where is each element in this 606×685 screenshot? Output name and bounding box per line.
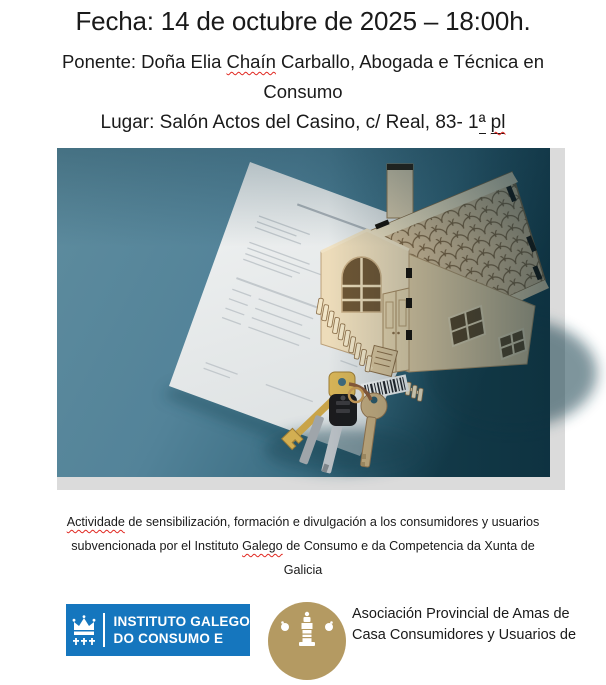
asociacion-text [352, 604, 576, 646]
logo-divider [103, 613, 105, 647]
asociacion-line-1: Asociación Provincial de Amas de [352, 606, 570, 622]
note-text-pre: subvencionada por el Instituto [71, 539, 243, 553]
speaker-line [0, 51, 606, 73]
instituto-logo-line-2: DO CONSUMO E [113, 631, 224, 646]
footer-logos [0, 604, 606, 664]
speaker-line-2: Consumo [263, 81, 343, 102]
funding-note-line-3: Galicia [283, 563, 323, 577]
venue-line [0, 112, 606, 134]
funding-note-line-2 [0, 539, 606, 553]
venue-text-pre: Lugar: Salón Actos del Casino, c/ Real, 83- 1 [100, 112, 479, 133]
venue-abbrev-misspelled: pl [490, 112, 506, 133]
speaker-name-misspelled: Chaín [226, 51, 276, 72]
note-word-misspelled: Actividade [66, 515, 125, 529]
instituto-logo-line-1: INSTITUTO GALEGO [113, 614, 250, 629]
instituto-galego-logo [66, 604, 250, 656]
note-text-post: de Consumo e da Competencia da Xunta de [282, 539, 535, 553]
speaker-text-post: Carballo, Abogada e Técnica en [275, 51, 545, 72]
tower-of-hercules-icon [268, 602, 346, 680]
event-date-heading: Fecha: 14 de octubre de 2025 – 18:00h. [75, 6, 531, 36]
funding-note-line-1 [0, 515, 606, 529]
xunta-crown-icon [66, 615, 103, 646]
note-word-misspelled-2: Galego [242, 539, 283, 553]
instituto-galego-logo-text [114, 613, 250, 647]
venue-ordinal: ª [478, 112, 486, 133]
photo-frame [57, 148, 565, 490]
house-keys-photo [57, 148, 550, 477]
speaker-text-pre: Ponente: Doña Elia [61, 51, 227, 72]
asociacion-line-2: Casa Consumidores y Usuarios de [352, 627, 577, 643]
note-text: de sensibilización, formación e divulgación a los consumidores y usuarios [124, 515, 540, 529]
